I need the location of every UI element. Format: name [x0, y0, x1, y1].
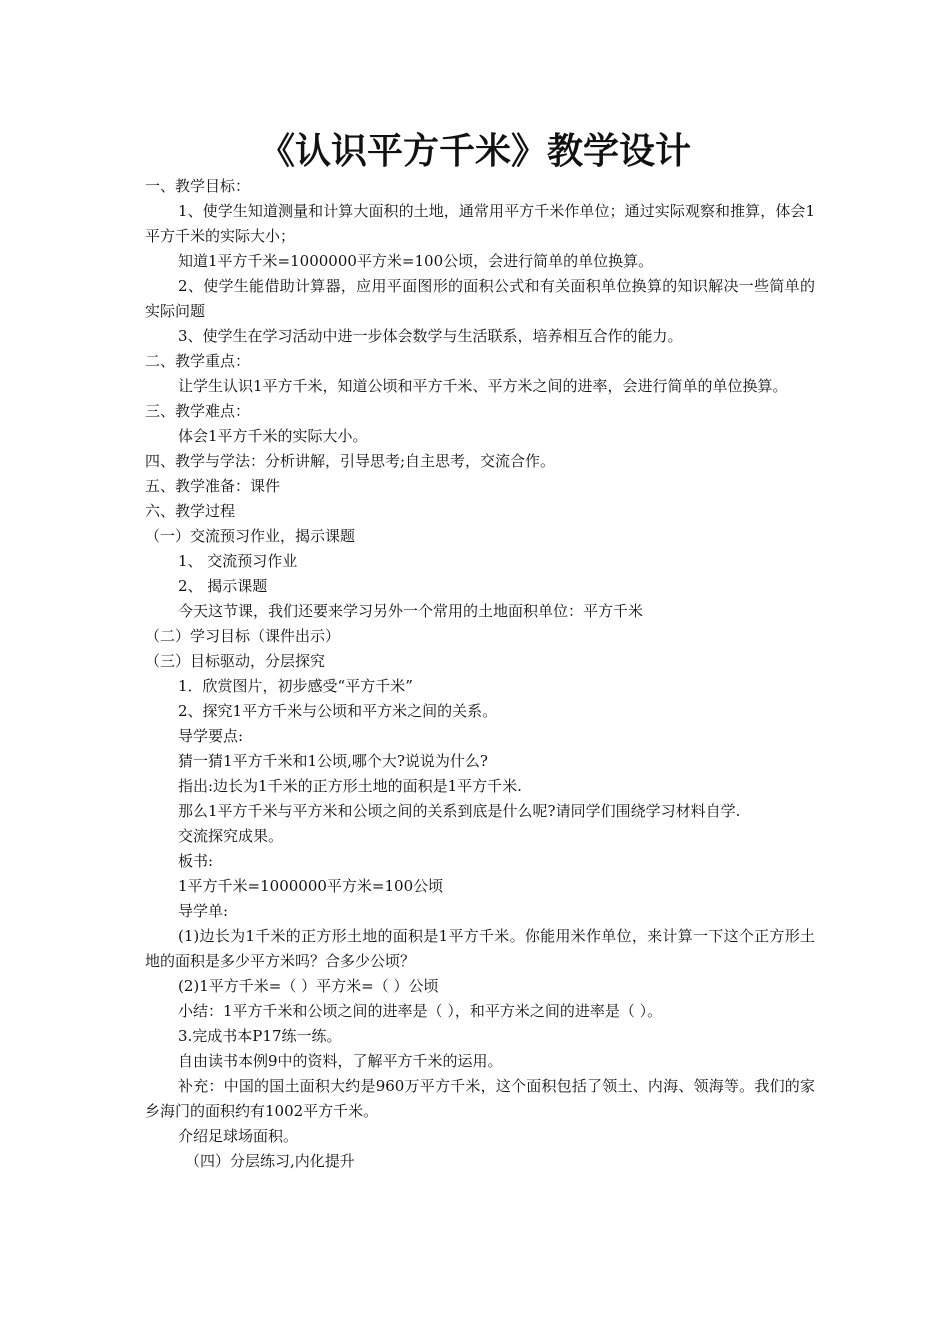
- paragraph: 板书:: [178, 852, 214, 870]
- paragraph: 介绍足球场面积。: [178, 1127, 299, 1145]
- list-item: 2、 揭示课题: [178, 577, 268, 595]
- paragraph: 小结：1平方千米和公顷之间的进率是（ ），和平方米之间的进率是（ ）。: [178, 1002, 663, 1020]
- paragraph: 交流探究成果。: [178, 827, 284, 845]
- paragraph: 指出:边长为1千米的正方形土地的面积是1平方千米.: [178, 777, 522, 795]
- paragraph: 导学要点:: [178, 727, 244, 745]
- paragraph: 让学生认识1平方千米，知道公顷和平方千米、平方米之间的进率，会进行简单的单位换算。: [178, 377, 788, 395]
- paragraph: 3、使学生在学习活动中进一步体会数学与生活联系，培养相互合作的能力。: [178, 327, 683, 345]
- paragraph: 猜一猜1平方千米和1公顷,哪个大?说说为什么?: [178, 752, 488, 770]
- section-heading: 三、教学难点：: [145, 402, 251, 420]
- paragraph: 体会1平方千米的实际大小。: [178, 427, 368, 445]
- paragraph: 补充：中国的国土面积大约是960万平方千米，这个面积包括了领土、内海、领海等。我们的家乡海门的面积约有1002平方千米。: [145, 1077, 815, 1120]
- subsection-heading: （三）目标驱动，分层探究: [145, 652, 326, 670]
- subsection-heading: （四）分层练习,内化提升: [185, 1152, 355, 1170]
- list-item: 1、 交流预习作业: [178, 552, 298, 570]
- formula: 1平方千米=1000000平方米=100公顷: [178, 877, 444, 895]
- subsection-heading: （一）交流预习作业，揭示课题: [145, 527, 356, 545]
- paragraph: 3.完成书本P17练一练。: [178, 1027, 342, 1045]
- list-item: 1．欣赏图片，初步感受“平方千米”: [178, 677, 413, 695]
- paragraph: (1)边长为1千米的正方形土地的面积是1平方千米。你能用米作单位，来计算一下这个正方形土地的面积是多少平方米吗？合多少公顷？: [145, 927, 815, 970]
- section-heading: 四、教学与学法：分析讲解，引导思考;自主思考，交流合作。: [145, 452, 556, 470]
- document-body: [145, 174, 815, 1174]
- paragraph: 自由读书本例9中的资料，了解平方千米的运用。: [178, 1052, 503, 1070]
- paragraph: 导学单:: [178, 902, 229, 920]
- paragraph: 知道1平方千米=1000000平方米=100公顷，会进行简单的单位换算。: [178, 252, 654, 270]
- paragraph: 2、使学生能借助计算器，应用平面图形的面积公式和有关面积单位换算的知识解决一些简单的实际问题: [145, 277, 815, 320]
- paragraph: 1、使学生知道测量和计算大面积的土地，通常用平方千米作单位；通过实际观察和推算，体会1平方千米的实际大小；: [145, 202, 815, 245]
- subsection-heading: （二）学习目标（课件出示）: [145, 627, 341, 645]
- section-heading: 一、教学目标：: [145, 177, 251, 195]
- paragraph: 那么1平方千米与平方米和公顷之间的关系到底是什么呢?请同学们围绕学习材料自学.: [178, 802, 741, 820]
- section-heading: 二、教学重点：: [145, 352, 251, 370]
- section-heading: 六、教学过程: [145, 502, 236, 520]
- paragraph: 今天这节课，我们还要来学习另外一个常用的土地面积单位：平方千米: [178, 602, 644, 620]
- paragraph: (2)1平方千米=（ ）平方米=（ ）公顷: [178, 977, 439, 995]
- list-item: 2、探究1平方千米与公顷和平方米之间的关系。: [178, 702, 498, 720]
- section-heading: 五、教学准备：课件: [145, 477, 281, 495]
- page-title: 《认识平方千米》教学设计: [258, 131, 691, 172]
